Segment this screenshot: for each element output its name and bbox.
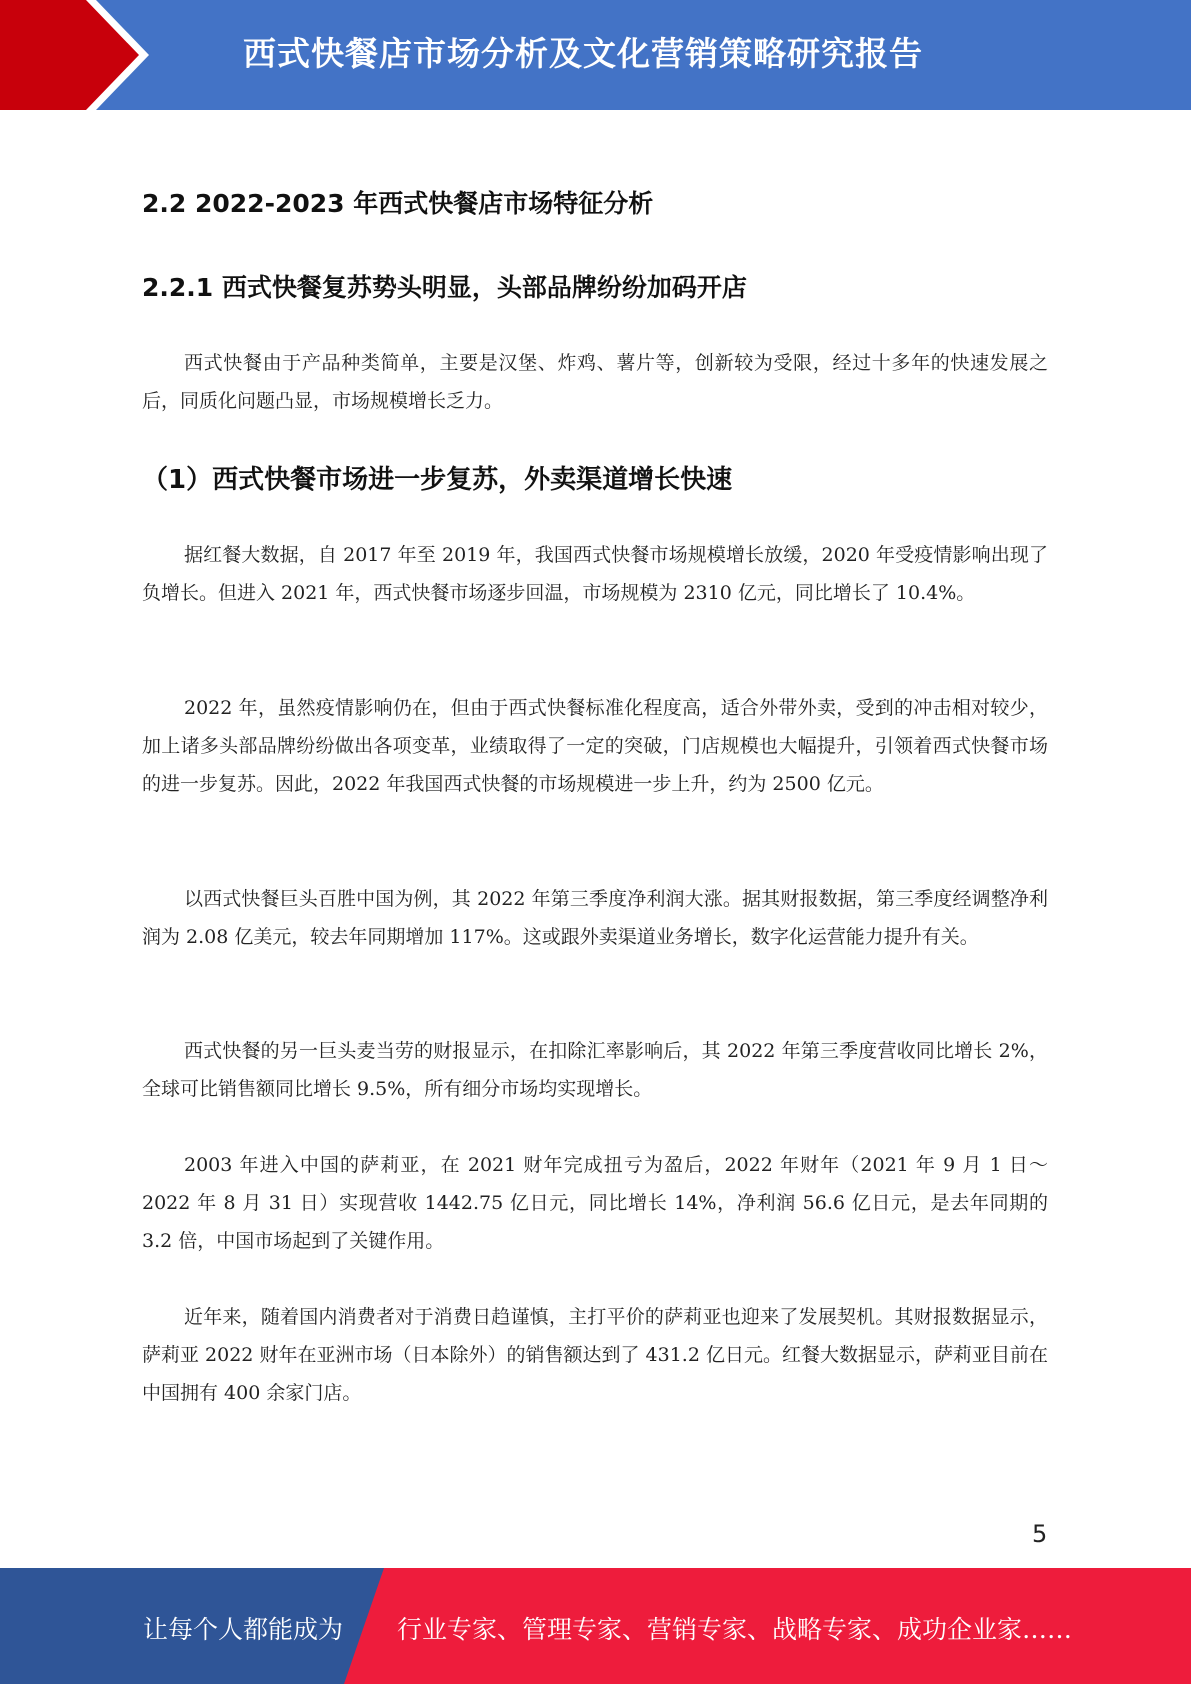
header-banner xyxy=(0,0,1191,110)
subsection-heading: 2.2.1 西式快餐复苏势头明显，头部品牌纷纷加码开店 xyxy=(142,273,747,302)
page-number: 5 xyxy=(1032,1520,1048,1548)
body-paragraph: 据红餐大数据，自 2017 年至 2019 年，我国西式快餐市场规模增长放缓，2020 年受疫情影响出现了负增长。但进入 2021 年，西式快餐市场逐步回温，市场规模为 2310 亿元，同比增长了 10.4%。 xyxy=(142,544,1048,604)
item-heading: （1）西式快餐市场进一步复苏，外卖渠道增长快速 xyxy=(142,465,733,495)
footer-banner xyxy=(0,1568,1191,1684)
body-paragraph: 2003 年进入中国的萨莉亚，在 2021 财年完成扭亏为盈后，2022 年财年（2021 年 9 月 1 日～2022 年 8 月 31 日）实现营收 1442.75 亿日元，同比增长 14%，净利润 56.6 亿日元，是去年同期的 3.2 倍，中国市场起到了关键作用。 xyxy=(142,1154,1048,1252)
section-heading: 2.2 2022-2023 年西式快餐店市场特征分析 xyxy=(142,189,654,218)
body-paragraph: 2022 年，虽然疫情影响仍在，但由于西式快餐标准化程度高，适合外带外卖，受到的冲击相对较少，加上诸多头部品牌纷纷做出各项变革，业绩取得了一定的突破，门店规模也大幅提升，引领着西式快餐市场的进一步复苏。因此，2022 年我国西式快餐的市场规模进一步上升，约为 2500 亿元。 xyxy=(142,697,1048,795)
body-paragraph: 以西式快餐巨头百胜中国为例，其 2022 年第三季度净利润大涨。据其财报数据，第三季度经调整净利润为 2.08 亿美元，较去年同期增加 117%。这或跟外卖渠道业务增长，数字化运营能力提升有关。 xyxy=(142,888,1048,948)
body-paragraph: 西式快餐的另一巨头麦当劳的财报显示，在扣除汇率影响后，其 2022 年第三季度营收同比增长 2%，全球可比销售额同比增长 9.5%，所有细分市场均实现增长。 xyxy=(142,1040,1048,1100)
footer-slogan-right: 行业专家、管理专家、营销专家、战略专家、成功企业家…… xyxy=(397,1615,1073,1644)
body-paragraph: 近年来，随着国内消费者对于消费日趋谨慎，主打平价的萨莉亚也迎来了发展契机。其财报数据显示，萨莉亚 2022 财年在亚洲市场（日本除外）的销售额达到了 431.2 亿日元。红餐大数据显示，萨莉亚目前在中国拥有 400 余家门店。 xyxy=(142,1306,1048,1404)
report-title: 西式快餐店市场分析及文化营销策略研究报告 xyxy=(243,34,923,73)
intro-paragraph: 西式快餐由于产品种类简单，主要是汉堡、炸鸡、薯片等，创新较为受限，经过十多年的快速发展之后，同质化问题凸显，市场规模增长乏力。 xyxy=(142,352,1048,412)
footer-slogan-left: 让每个人都能成为 xyxy=(143,1615,344,1644)
